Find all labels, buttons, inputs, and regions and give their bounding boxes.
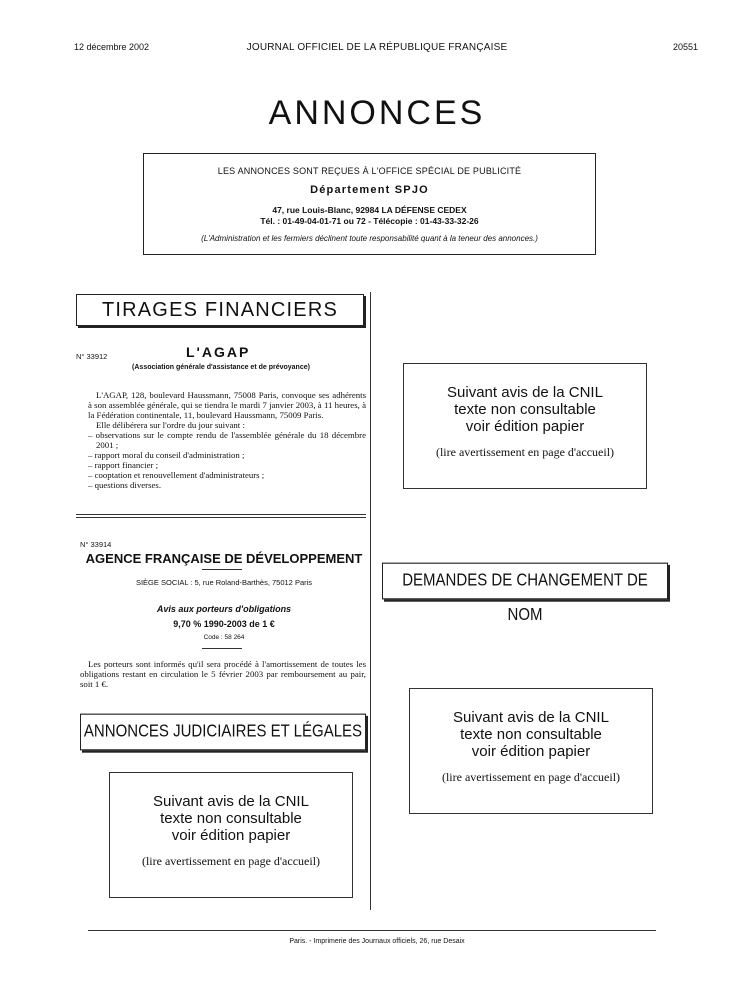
- cnil-notice: [409, 688, 653, 814]
- header-date: 12 décembre 2002: [74, 42, 150, 52]
- notice-line: LES ANNONCES SONT REÇUES À L'OFFICE SPÉCIAL DE PUBLICITÉ: [217, 166, 522, 176]
- cnil-notice: [403, 363, 647, 489]
- agenda-list: [88, 430, 366, 490]
- agap-body: [88, 390, 366, 490]
- agap-intro: Elle délibérera sur l'ordre du jour suivant :: [96, 420, 245, 430]
- afd-paragraph: Les porteurs sont informés qu'il sera procédé à l'amortissement de toutes les obligations restant en circulation le 5 février 2003 par remboursement au pair, soit 1 €.: [80, 659, 366, 689]
- org-subtitle: (Association générale d'assistance et de prévoyance): [132, 364, 310, 371]
- bond-code: Code : 58 264: [203, 634, 245, 641]
- cnil-note: (lire avertissement en page d'accueil): [441, 770, 621, 784]
- section-annonces-judiciaires: ANNONCES JUDICIAIRES ET LÉGALES: [80, 714, 366, 751]
- cnil-notice: [109, 772, 353, 898]
- notice-box: [143, 153, 596, 255]
- notice-phone: Tél. : 01-49-04-01-71 ou 72 - Télécopie : 01-43-33-32-26: [260, 216, 479, 226]
- printer-footer: Paris. - Imprimerie des Journaux officiels, 26, rue Desaix: [289, 938, 465, 945]
- short-rule: [202, 569, 242, 570]
- cnil-line: texte non consultable: [160, 810, 302, 827]
- journal-title: JOURNAL OFFICIEL DE LA RÉPUBLIQUE FRANÇAISE: [246, 42, 508, 53]
- separator: [76, 514, 366, 515]
- announcement-number: N° 33912: [76, 352, 108, 361]
- cnil-line: texte non consultable: [460, 726, 602, 743]
- cnil-line: Suivant avis de la CNIL: [153, 793, 309, 810]
- notice-disclaimer: (L'Administration et les fermiers déclinent toute responsabilité quant à la teneur des annonces.): [201, 234, 538, 243]
- short-rule: [202, 648, 242, 649]
- list-item: – rapport financier ;: [88, 460, 159, 470]
- agap-paragraph: L'AGAP, 128, boulevard Haussmann, 75008 Paris, convoque ses adhérents à son assemblée générale, qui se tiendra le mardi 7 janvier 2003, à 11 heures, à la Fédération continentale, 11, boulevard Haussmann, 75009 Paris.: [88, 390, 366, 420]
- cnil-line: Suivant avis de la CNIL: [447, 384, 603, 401]
- list-item: – observations sur le compte rendu de l'assemblée générale du 18 décembre 2001 ;: [88, 430, 366, 450]
- cnil-line: voir édition papier: [171, 827, 291, 844]
- section-tirages-financiers: TIRAGES FINANCIERS: [76, 294, 364, 326]
- notice-title: Avis aux porteurs d'obligations: [156, 604, 292, 614]
- cnil-line: voir édition papier: [465, 418, 585, 435]
- list-item: – rapport moral du conseil d'administration ;: [88, 450, 245, 460]
- cnil-line: voir édition papier: [471, 743, 591, 760]
- separator: [76, 517, 366, 518]
- section-demandes-changement-nom: DEMANDES DE CHANGEMENT DE NOM: [382, 563, 668, 600]
- page-number: 20551: [672, 42, 698, 52]
- list-item: – cooptation et renouvellement d'administrateurs ;: [88, 470, 265, 480]
- head-office: SIÈGE SOCIAL : 5, rue Roland-Barthès, 75012 Paris: [135, 578, 313, 587]
- cnil-note: (lire avertissement en page d'accueil): [141, 854, 321, 868]
- org-name: L'AGAP: [186, 344, 251, 360]
- column-divider: [370, 292, 371, 910]
- announcement-number: N° 33914: [80, 540, 112, 549]
- org-name: AGENCE FRANÇAISE DE DÉVELOPPEMENT: [85, 551, 363, 566]
- footer-rule: [88, 930, 656, 931]
- page-title: ANNONCES: [268, 94, 486, 132]
- notice-department: Département SPJO: [310, 184, 429, 196]
- bond-rate: 9,70 % 1990-2003 de 1 €: [173, 619, 275, 629]
- list-item: – questions diverses.: [88, 480, 162, 490]
- cnil-note: (lire avertissement en page d'accueil): [435, 445, 615, 459]
- notice-address: 47, rue Louis-Blanc, 92984 LA DÉFENSE CEDEX: [272, 205, 467, 215]
- cnil-line: texte non consultable: [454, 401, 596, 418]
- cnil-line: Suivant avis de la CNIL: [453, 709, 609, 726]
